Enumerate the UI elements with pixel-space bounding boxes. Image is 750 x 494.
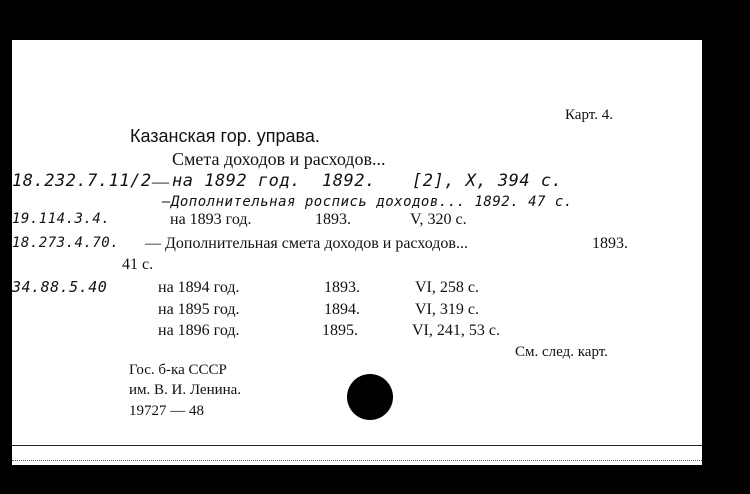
entry-year: 1893. (592, 235, 628, 252)
library-stamp-line: 19727 — 48 (129, 403, 204, 419)
entry-volume: VI, 241, 53 с. (412, 322, 500, 339)
entry-volume: [2], X, 394 с. (412, 171, 563, 191)
card-number: Карт. 4. (565, 107, 613, 123)
shelf-mark: 19.114.3.4. (12, 211, 111, 227)
entry-text: на 1895 год. (158, 301, 240, 318)
card-divider (12, 445, 702, 446)
entry-text: на 1896 год. (158, 322, 240, 339)
library-stamp-line: Гос. б-ка СССР (129, 362, 227, 378)
entry-text: — Дополнительная смета доходов и расходов... (145, 235, 468, 252)
shelf-mark: 18.273.4.70. (12, 235, 120, 251)
entry-volume: V, 320 с. (410, 211, 467, 228)
shelf-mark: 18.232.7.11/2 (12, 171, 152, 191)
entry-volume: VI, 319 с. (415, 301, 479, 318)
entry-text: на 1893 год. (170, 211, 252, 228)
entry-year: 1894. (324, 301, 360, 318)
entry-dash: — (152, 172, 169, 191)
entry-text: —Дополнительная роспись доходов... 1892. 47 с. (162, 194, 573, 210)
entry-pages: 41 с. (122, 256, 154, 273)
shelf-mark: 34.88.5.40 (12, 278, 108, 296)
document-title: Смета доходов и расходов... (172, 149, 386, 169)
library-stamp-line: им. В. И. Ленина. (129, 382, 242, 398)
entry-year: 1895. (322, 322, 358, 339)
card-bottom-edge (12, 460, 702, 461)
entry-year: 1892. (322, 171, 376, 191)
entry-year: 1893. (324, 279, 360, 296)
see-next-card: См. след. карт. (515, 344, 608, 360)
entry-year: 1893. (315, 211, 351, 228)
entry-text: на 1892 год. (172, 171, 301, 191)
ink-blot (347, 374, 393, 420)
entry-volume: VI, 258 с. (415, 279, 479, 296)
catalog-card (12, 40, 702, 465)
organization-heading: Казанская гор. управа. (130, 126, 320, 146)
entry-text: на 1894 год. (158, 279, 240, 296)
